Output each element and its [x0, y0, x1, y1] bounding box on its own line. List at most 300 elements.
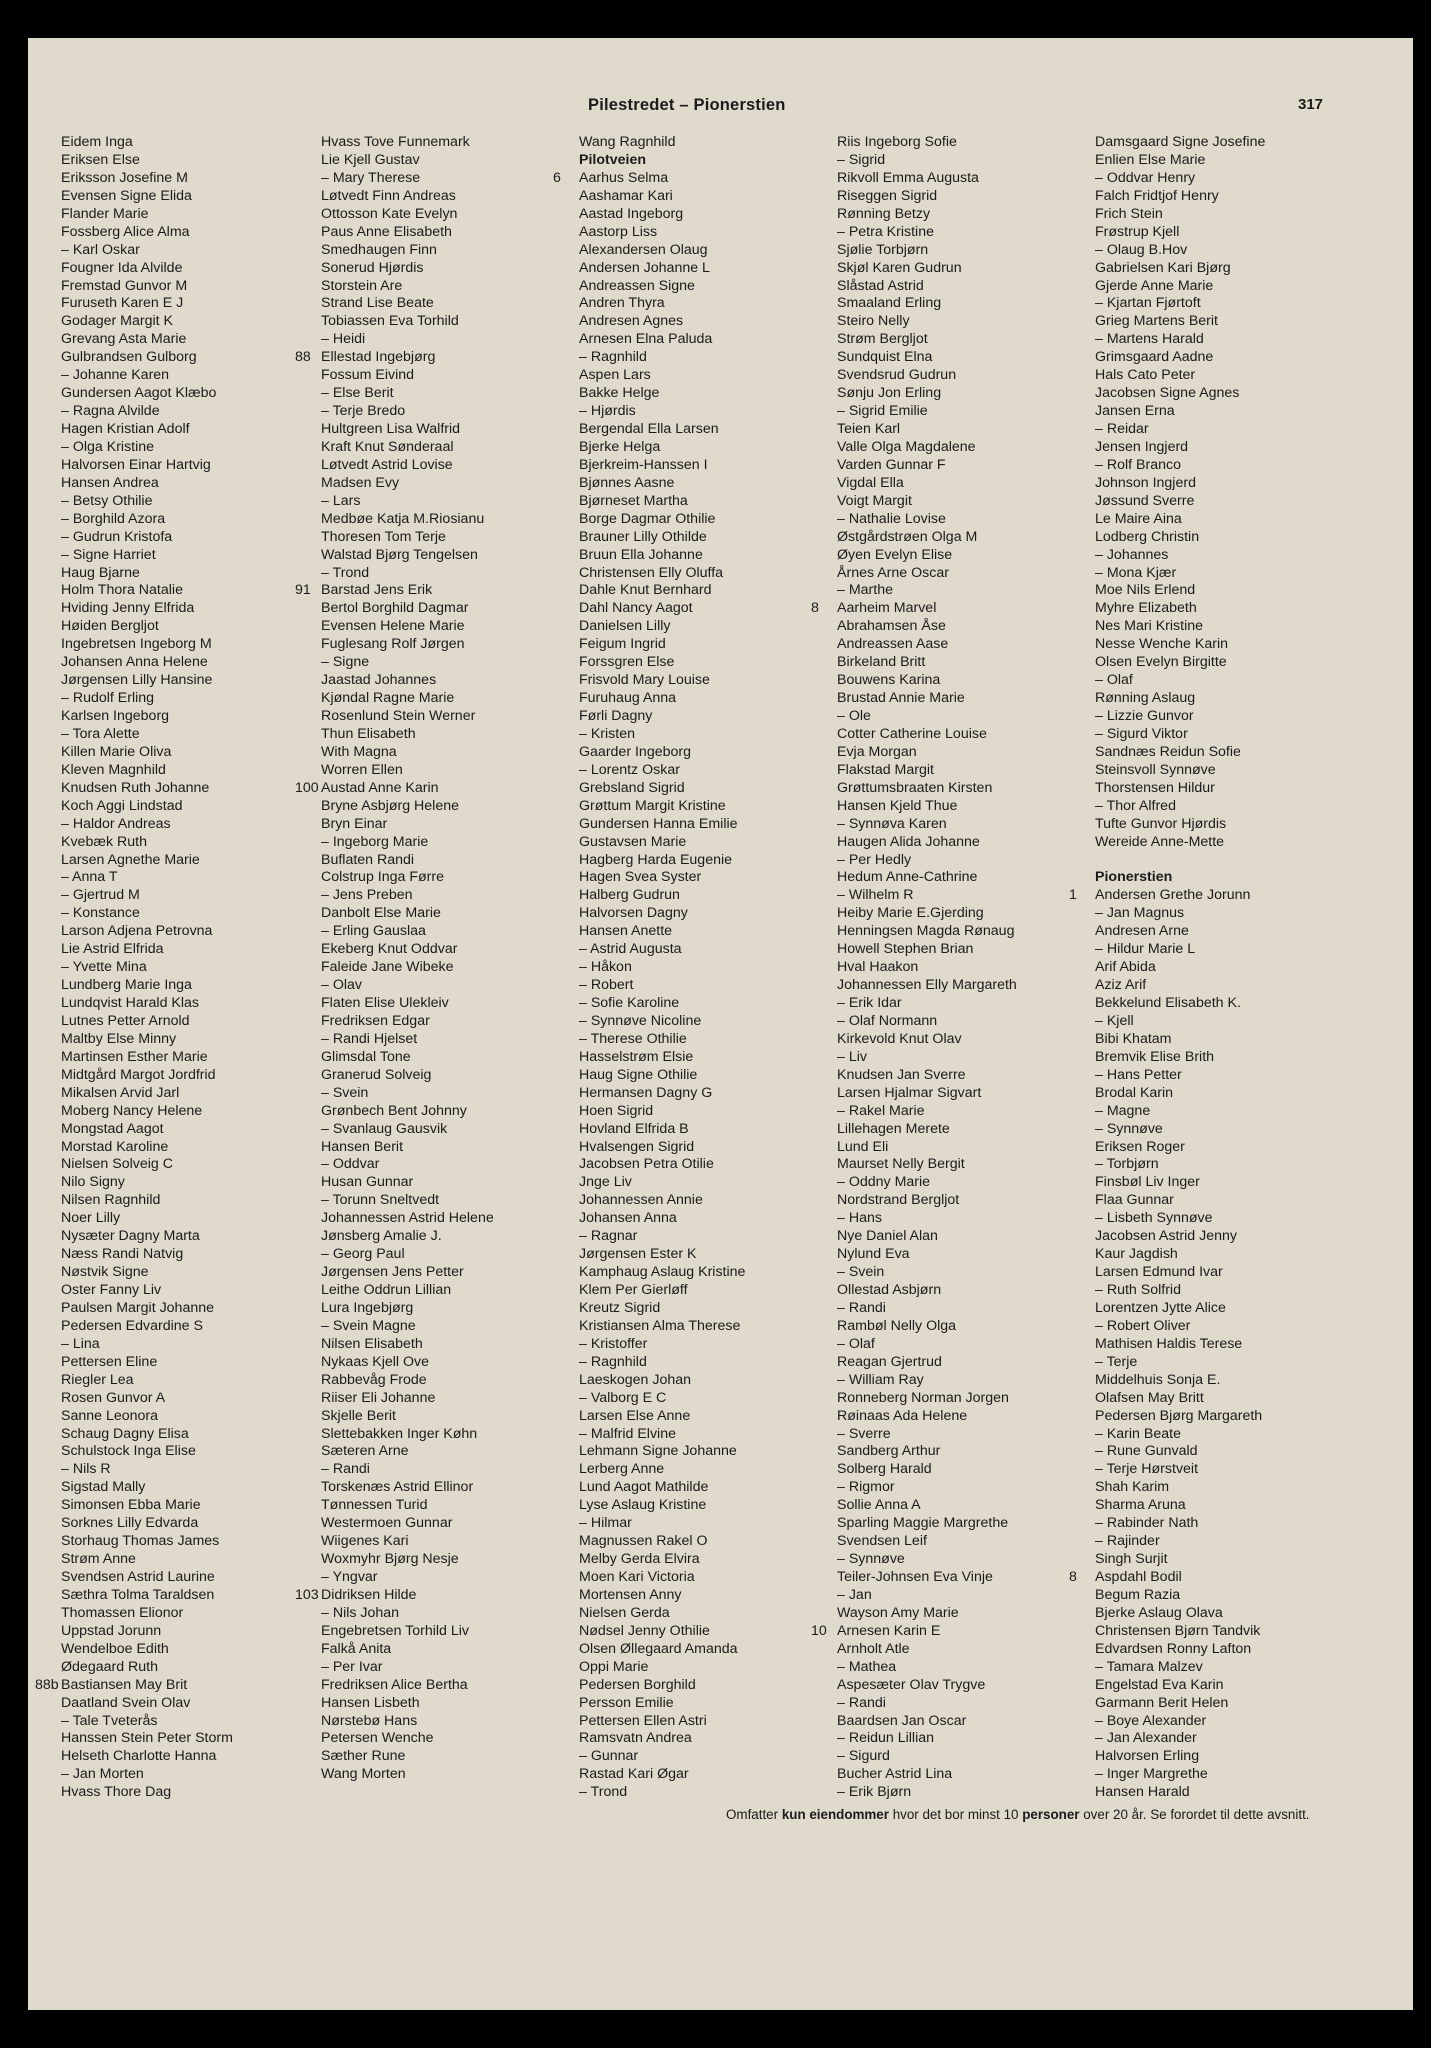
- resident-name: Thun Elisabeth: [321, 725, 416, 742]
- resident-name: – Else Berit: [321, 385, 394, 402]
- resident-name: Førli Dagny: [579, 708, 653, 724]
- resident-name: – Robert Oliver: [1095, 1317, 1191, 1334]
- resident-name: – Reidun Lillian: [837, 1730, 935, 1747]
- resident-entry: [321, 1408, 494, 1426]
- resident-name: – Lina: [61, 1335, 100, 1352]
- resident-entry: [579, 636, 745, 654]
- resident-name: – Jens Preben: [321, 887, 413, 904]
- resident-entry: [1069, 1569, 1265, 1587]
- resident-name: Haug Signe Othilie: [579, 1066, 698, 1083]
- resident-entry: [1095, 834, 1265, 852]
- resident-name: Lie Kjell Gustav: [321, 151, 420, 168]
- resident-entry: [1095, 565, 1265, 583]
- resident-entry: [579, 1443, 745, 1461]
- resident-entry: [61, 367, 233, 385]
- resident-name: Kvebæk Ruth: [61, 833, 147, 850]
- resident-entry: [1095, 1121, 1265, 1139]
- resident-name: Svendsen Astrid Laurine: [61, 1569, 215, 1585]
- resident-name: Nesse Wenche Karin: [1095, 636, 1229, 653]
- resident-entry: [61, 1336, 233, 1354]
- resident-entry: [1095, 654, 1265, 672]
- resident-name: Johannessen Astrid Helene: [321, 1210, 494, 1227]
- resident-entry: [579, 1551, 745, 1569]
- resident-name: Walstad Bjørg Tengelsen: [321, 546, 478, 563]
- resident-entry: [837, 618, 1017, 636]
- resident-name: – Tale Tveterås: [61, 1712, 158, 1729]
- resident-name: Pettersen Ellen Astri: [579, 1712, 707, 1729]
- resident-name: – Synnøva Karen: [837, 815, 947, 832]
- resident-entry: [837, 134, 1017, 152]
- resident-entry: [1095, 816, 1265, 834]
- resident-name: Johansen Anna Helene: [61, 654, 208, 671]
- resident-entry: [579, 529, 745, 547]
- resident-entry: [1095, 1049, 1265, 1067]
- resident-name: Sigstad Mally: [61, 1479, 146, 1496]
- resident-entry: [837, 439, 1017, 457]
- resident-entry: [61, 1121, 233, 1139]
- resident-entry: [579, 1695, 745, 1713]
- resident-name: – Synnøve: [837, 1551, 905, 1568]
- resident-name: Sæther Rune: [321, 1748, 406, 1765]
- resident-entry: [61, 1174, 233, 1192]
- resident-name: Jønsberg Amalie J.: [321, 1228, 442, 1245]
- resident-entry: [321, 134, 494, 152]
- resident-name: Sorknes Lilly Edvarda: [61, 1515, 199, 1532]
- resident-entry: [321, 331, 494, 349]
- resident-name: Varden Gunnar F: [837, 456, 946, 473]
- resident-entry: [837, 1784, 1017, 1802]
- resident-entry: [579, 1139, 745, 1157]
- resident-entry: [61, 690, 233, 708]
- resident-name: Lura Ingebjørg: [321, 1299, 414, 1316]
- resident-entry: [579, 977, 745, 995]
- resident-entry: [321, 995, 494, 1013]
- resident-name: Hansen Lisbeth: [321, 1694, 420, 1711]
- resident-name: Grønbech Bent Johnny: [321, 1102, 467, 1119]
- resident-name: Laeskogen Johan: [579, 1371, 692, 1388]
- resident-entry: [61, 1390, 233, 1408]
- resident-entry: [61, 1156, 233, 1174]
- house-number: 91: [295, 582, 311, 599]
- resident-entry: [1095, 1192, 1265, 1210]
- resident-entry: [1095, 547, 1265, 565]
- resident-entry: [321, 1228, 494, 1246]
- resident-entry: [837, 1766, 1017, 1784]
- resident-name: – Tora Alette: [61, 725, 140, 742]
- resident-name: – Torunn Sneltvedt: [321, 1192, 440, 1209]
- resident-entry: [579, 1766, 745, 1784]
- resident-entry: [1095, 1264, 1265, 1282]
- resident-name: Johnson Ingjerd: [1095, 474, 1196, 491]
- resident-name: Sandnæs Reidun Sofie: [1095, 743, 1241, 760]
- resident-name: Evensen Helene Marie: [321, 618, 465, 635]
- resident-name: Aziz Arif: [1095, 977, 1147, 994]
- resident-name: Andreassen Aase: [837, 636, 949, 653]
- resident-entry: [579, 1587, 745, 1605]
- resident-entry: [579, 1013, 745, 1031]
- resident-name: – Ruth Solfrid: [1095, 1282, 1181, 1298]
- resident-entry: [61, 439, 233, 457]
- resident-name: Gjerde Anne Marie: [1095, 277, 1214, 294]
- resident-name: – William Ray: [837, 1371, 924, 1388]
- resident-entry: [579, 565, 745, 583]
- resident-entry: [837, 672, 1017, 690]
- resident-entry: [837, 852, 1017, 870]
- resident-entry: [321, 762, 494, 780]
- resident-name: Ellestad Ingebjørg: [321, 349, 436, 366]
- resident-entry: [1095, 188, 1265, 206]
- resident-name: Andersen Johanne L: [579, 259, 710, 276]
- resident-entry: [321, 260, 494, 278]
- resident-entry: [579, 1049, 745, 1067]
- resident-name: Hval Haakon: [837, 959, 919, 976]
- resident-entry: [837, 1479, 1017, 1497]
- resident-entry: [1095, 134, 1265, 152]
- resident-entry: [61, 1067, 233, 1085]
- resident-entry: [61, 1659, 233, 1677]
- resident-name: Arnesen Karin E: [837, 1622, 941, 1639]
- resident-entry: [579, 278, 745, 296]
- resident-name: Hansen Harald: [1095, 1784, 1190, 1801]
- resident-name: – Trond: [579, 1784, 628, 1801]
- resident-name: Bucher Astrid Lina: [837, 1766, 953, 1783]
- resident-name: Olafsen May Britt: [1095, 1389, 1204, 1406]
- resident-entry: [837, 188, 1017, 206]
- resident-name: – Kristoffer: [579, 1335, 648, 1352]
- resident-entry: [321, 1569, 494, 1587]
- resident-entry: [1095, 1282, 1265, 1300]
- resident-entry: [837, 152, 1017, 170]
- resident-name: Falkå Anita: [321, 1640, 392, 1657]
- resident-name: – Lorentz Oskar: [579, 761, 680, 778]
- resident-name: Rikvoll Emma Augusta: [837, 169, 979, 186]
- resident-name: Wang Morten: [321, 1766, 406, 1783]
- resident-name: Knudsen Jan Sverre: [837, 1066, 966, 1083]
- footnote: [726, 1807, 1310, 1822]
- resident-name: Bryne Asbjørg Helene: [321, 797, 460, 814]
- resident-name: Andresen Arne: [1095, 923, 1189, 940]
- resident-name: Hasselstrøm Elsie: [579, 1048, 694, 1065]
- resident-entry: [1095, 475, 1265, 493]
- resident-entry: [1095, 941, 1265, 959]
- resident-name: Daatland Svein Olav: [61, 1694, 191, 1711]
- resident-entry: [579, 869, 745, 887]
- resident-entry: [61, 295, 233, 313]
- resident-entry: [1095, 1300, 1265, 1318]
- resident-name: Henningsen Magda Rønaug: [837, 923, 1015, 940]
- resident-name: Alexandersen Olaug: [579, 241, 708, 258]
- resident-name: Røinaas Ada Helene: [837, 1407, 968, 1424]
- resident-entry: [837, 1139, 1017, 1157]
- resident-name: Gustavsen Marie: [579, 833, 687, 850]
- resident-name: Dahl Nancy Aagot: [579, 600, 693, 617]
- resident-name: Rønning Aslaug: [1095, 690, 1196, 707]
- resident-name: – Randi: [837, 1299, 886, 1316]
- resident-name: Bjerke Aslaug Olava: [1095, 1604, 1223, 1621]
- resident-name: Furuseth Karen E J: [61, 295, 184, 312]
- resident-name: Lie Astrid Elfrida: [61, 941, 164, 958]
- resident-entry: [61, 941, 233, 959]
- resident-name: Olsen Evelyn Birgitte: [1095, 654, 1227, 671]
- resident-entry: [321, 224, 494, 242]
- resident-entry: [61, 852, 233, 870]
- resident-entry: [61, 1443, 233, 1461]
- resident-name: Thoresen Tom Terje: [321, 528, 446, 545]
- resident-entry: [61, 1103, 233, 1121]
- resident-entry: [1095, 349, 1265, 367]
- resident-name: Jøssund Sverre: [1095, 492, 1195, 509]
- resident-name: Bibi Khatam: [1095, 1030, 1172, 1047]
- resident-name: Gundersen Aagot Klæbo: [61, 385, 217, 402]
- resident-entry: [321, 600, 494, 618]
- resident-name: Madsen Evy: [321, 474, 400, 491]
- resident-name: – Mona Kjær: [1095, 564, 1177, 581]
- resident-entry: [321, 385, 494, 403]
- resident-entry: [295, 1586, 494, 1605]
- resident-entry: [321, 475, 494, 493]
- resident-name: Svendsrud Gudrun: [837, 367, 957, 384]
- resident-entry: [579, 1174, 745, 1192]
- resident-entry: [579, 1156, 745, 1174]
- resident-name: Strøm Anne: [61, 1551, 136, 1568]
- resident-entry: [579, 1192, 745, 1210]
- resident-entry: [1095, 762, 1265, 780]
- resident-name: Jørgensen Jens Petter: [321, 1264, 464, 1281]
- resident-name: Jørgensen Lilly Hansine: [61, 672, 213, 689]
- resident-name: Shah Karim: [1095, 1479, 1170, 1496]
- resident-name: Steinsvoll Synnøve: [1095, 761, 1216, 778]
- resident-entry: [321, 816, 494, 834]
- resident-name: Christensen Bjørn Tandvik: [1095, 1622, 1261, 1639]
- resident-name: Godager Margit K: [61, 313, 173, 330]
- resident-name: – Hans: [837, 1210, 882, 1227]
- resident-name: Sonerud Hjørdis: [321, 259, 424, 276]
- resident-name: Didriksen Hilde: [321, 1586, 417, 1603]
- resident-name: Ramsvatn Andrea: [579, 1730, 692, 1747]
- resident-name: Rønning Betzy: [837, 205, 931, 222]
- resident-entry: [1095, 152, 1265, 170]
- resident-name: Enlien Else Marie: [1095, 151, 1206, 168]
- resident-name: Fredriksen Edgar: [321, 1012, 430, 1029]
- resident-name: Jacobsen Signe Agnes: [1095, 385, 1240, 402]
- resident-entry: [837, 887, 1017, 905]
- resident-name: – Sigrid Emilie: [837, 403, 928, 420]
- resident-name: – Johanne Karen: [61, 367, 170, 384]
- resident-entry: [579, 1336, 745, 1354]
- resident-entry: [579, 385, 745, 403]
- resident-name: Brustad Annie Marie: [837, 690, 965, 707]
- resident-entry: [321, 1748, 494, 1766]
- resident-entry: [1095, 1479, 1265, 1497]
- resident-name: Grieg Martens Berit: [1095, 313, 1218, 330]
- resident-name: – Torbjørn: [1095, 1156, 1159, 1173]
- resident-entry: [579, 1623, 745, 1641]
- resident-entry: [321, 1031, 494, 1049]
- resident-entry: [1095, 403, 1265, 421]
- resident-entry: [1095, 1228, 1265, 1246]
- resident-entry: [61, 188, 233, 206]
- resident-name: With Magna: [321, 743, 397, 760]
- resident-name: Jaastad Johannes: [321, 672, 437, 689]
- resident-entry: [837, 636, 1017, 654]
- resident-entry: [837, 1246, 1017, 1264]
- resident-entry: [837, 905, 1017, 923]
- resident-entry: [837, 367, 1017, 385]
- resident-entry: [1095, 313, 1265, 331]
- resident-entry: [61, 869, 233, 887]
- resident-name: – Nathalie Lovise: [837, 510, 946, 527]
- resident-name: – Oddvar: [321, 1156, 380, 1173]
- resident-entry: [321, 941, 494, 959]
- resident-name: Midtgård Margot Jordfrid: [61, 1066, 216, 1083]
- resident-entry: [61, 349, 233, 367]
- resident-entry: [61, 726, 233, 744]
- resident-entry: [1095, 1372, 1265, 1390]
- resident-entry: [321, 654, 494, 672]
- resident-name: Flaa Gunnar: [1095, 1192, 1174, 1209]
- resident-entry: [321, 1121, 494, 1139]
- resident-name: Slåstad Astrid: [837, 277, 924, 294]
- resident-name: – Oddny Marie: [837, 1174, 931, 1191]
- resident-entry: [579, 1372, 745, 1390]
- resident-entry: [579, 1659, 745, 1677]
- resident-name: Kamphaug Aslaug Kristine: [579, 1264, 746, 1281]
- resident-entry: [61, 1426, 233, 1444]
- resident-entry: [61, 959, 233, 977]
- resident-name: Arnesen Elna Paluda: [579, 331, 713, 348]
- resident-entry: [321, 1461, 494, 1479]
- resident-name: Medbøe Katja M.Riosianu: [321, 510, 485, 527]
- resident-entry: [61, 1713, 233, 1731]
- resident-entry: [61, 1408, 233, 1426]
- resident-entry: [579, 744, 745, 762]
- resident-name: Wiigenes Kari: [321, 1533, 409, 1550]
- resident-name: – Jan Magnus: [1095, 905, 1185, 922]
- resident-entry: [61, 565, 233, 583]
- resident-entry: [579, 1103, 745, 1121]
- resident-entry: [61, 977, 233, 995]
- resident-entry: [61, 1461, 233, 1479]
- resident-entry: [1095, 977, 1265, 995]
- resident-name: Lorentzen Jytte Alice: [1095, 1299, 1226, 1316]
- resident-entry: [321, 1497, 494, 1515]
- house-number: 88: [295, 349, 311, 366]
- resident-entry: [61, 475, 233, 493]
- resident-name: – Nils R: [61, 1461, 111, 1478]
- resident-entry: [579, 1228, 745, 1246]
- resident-entry: [837, 1641, 1017, 1659]
- resident-entry: [837, 421, 1017, 439]
- resident-entry: [61, 798, 233, 816]
- resident-entry: [1095, 242, 1265, 260]
- resident-entry: [61, 1641, 233, 1659]
- resident-name: Strøm Bergljot: [837, 331, 928, 348]
- resident-entry: [837, 744, 1017, 762]
- resident-entry: [837, 1748, 1017, 1766]
- resident-name: Danielsen Lilly: [579, 618, 671, 635]
- resident-name: Wereide Anne-Mette: [1095, 833, 1225, 850]
- resident-name: Kreutz Sigrid: [579, 1299, 661, 1316]
- resident-name: Furuhaug Anna: [579, 690, 677, 707]
- footnote-text-2: hvor det bor minst 10: [888, 1807, 1023, 1822]
- resident-entry: [321, 206, 494, 224]
- resident-entry: [1095, 224, 1265, 242]
- column-5: [1069, 134, 1266, 1802]
- resident-name: Eriksen Else: [61, 151, 140, 168]
- resident-name: – Ragnhild: [579, 349, 647, 366]
- resident-name: Buflaten Randi: [321, 851, 415, 868]
- resident-entry: [61, 1031, 233, 1049]
- resident-name: Mortensen Anny: [579, 1586, 682, 1603]
- resident-name: Christensen Elly Oluffa: [579, 564, 724, 581]
- resident-entry: [1095, 1748, 1265, 1766]
- resident-entry: [1095, 1031, 1265, 1049]
- resident-entry: [837, 1515, 1017, 1533]
- resident-name: – Liv: [837, 1048, 867, 1065]
- resident-entry: [61, 618, 233, 636]
- resident-name: – Sigrid: [837, 151, 886, 168]
- resident-entry: [321, 636, 494, 654]
- resident-entry: [579, 690, 745, 708]
- resident-entry: [579, 1318, 745, 1336]
- resident-entry: [579, 905, 745, 923]
- resident-name: Tobiassen Eva Torhild: [321, 313, 459, 330]
- resident-name: Colstrup Inga Førre: [321, 869, 444, 886]
- resident-entry: [1095, 1497, 1265, 1515]
- resident-name: Fossberg Alice Alma: [61, 223, 190, 240]
- resident-entry: [321, 1318, 494, 1336]
- resident-name: Sparling Maggie Margrethe: [837, 1515, 1009, 1532]
- resident-entry: [579, 367, 745, 385]
- resident-entry: [61, 1784, 233, 1802]
- resident-name: Thomassen Elionor: [61, 1604, 184, 1621]
- resident-name: – Rabinder Nath: [1095, 1515, 1199, 1532]
- resident-name: – Terje Hørstveit: [1095, 1461, 1199, 1478]
- resident-name: Hansen Anette: [579, 923, 673, 940]
- resident-entry: [579, 188, 745, 206]
- resident-name: Sundquist Elna: [837, 349, 933, 366]
- resident-name: Petersen Wenche: [321, 1730, 434, 1747]
- resident-entry: [1095, 457, 1265, 475]
- resident-name: Hermansen Dagny G: [579, 1084, 713, 1101]
- resident-entry: [579, 995, 745, 1013]
- resident-entry: [1095, 1515, 1265, 1533]
- resident-name: Jacobsen Astrid Jenny: [1095, 1228, 1237, 1245]
- resident-name: Kaur Jagdish: [1095, 1246, 1178, 1263]
- resident-entry: [321, 1766, 494, 1784]
- resident-entry: [579, 1426, 745, 1444]
- resident-entry: [321, 421, 494, 439]
- resident-name: Magnussen Rakel O: [579, 1533, 708, 1550]
- resident-entry: [1095, 708, 1265, 726]
- resident-name: Wang Ragnhild: [579, 134, 676, 150]
- resident-entry: [579, 1605, 745, 1623]
- resident-entry: [1095, 600, 1265, 618]
- resident-entry: [837, 1282, 1017, 1300]
- resident-entry: [837, 529, 1017, 547]
- resident-entry: [837, 1300, 1017, 1318]
- resident-entry: [321, 1192, 494, 1210]
- resident-entry: [61, 1605, 233, 1623]
- resident-entry: [837, 834, 1017, 852]
- resident-name: Fougner Ida Alvilde: [61, 259, 183, 276]
- resident-name: Nielsen Gerda: [579, 1604, 670, 1621]
- resident-name: Ødegaard Ruth: [61, 1658, 159, 1675]
- resident-entry: [837, 1551, 1017, 1569]
- resident-entry: [1095, 618, 1265, 636]
- resident-entry: [1095, 331, 1265, 349]
- resident-name: Aashamar Kari: [579, 187, 673, 204]
